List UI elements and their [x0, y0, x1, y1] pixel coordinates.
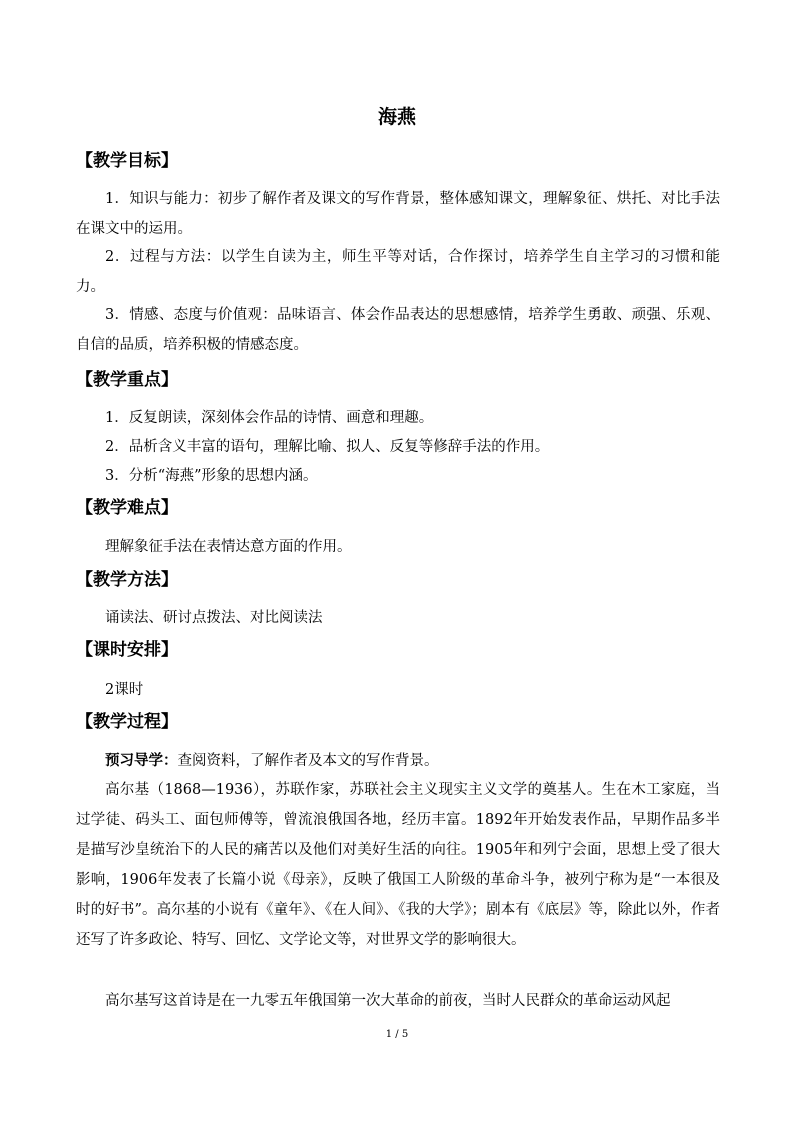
section-heading-process: 【教学过程】 [76, 712, 178, 732]
key-point-item: 2．品析含义丰富的语句，理解比喻、拟人、反复等修辞手法的作用。 [105, 439, 550, 455]
background-paragraph: 高尔基写这首诗是在一九零五年俄国第一次大革命的前夜，当时人民群众的革命运动风起 [105, 993, 671, 1009]
objective-paragraph: 3．情感、态度与价值观：品味语言、体会作品表达的思想感情，培养学生勇敢、顽强、乐观、自信的品质，培养积极的情感态度。 [76, 307, 720, 353]
author-bio-paragraph: 高尔基（1868—1936），苏联作家，苏联社会主义现实主义文学的奠基人。生在木工家庭，当过学徒、码头工、面包师傅等，曾流浪俄国各地，经历丰富。1892年开始发表作品，早期作品多半是描写沙皇统治下的人民的痛苦以及他们对美好生活的向往。1905年和列宁会面，思想上受了很大影响，1906年发表了长篇小说《母亲》，反映了俄国工人阶级的革命斗争，被列宁称为是“一本很及时的好书”。高尔基的小说有《童年》、《在人间》、《我的大学》；剧本有《底层》等，除此以外，作者还写了许多政论、特写、回忆、文学论文等，对世界文学的影响很大。 [76, 782, 720, 948]
preview-text: 查阅资料，了解作者及本文的写作背景。 [177, 753, 439, 769]
methods-text: 诵读法、研讨点拨法、对比阅读法 [105, 610, 323, 626]
objective-paragraph: 1．知识与能力：初步了解作者及课文的写作背景，整体感知课文，理解象征、烘托、对比手法在课文中的运用。 [76, 191, 720, 237]
section-heading-difficulties: 【教学难点】 [76, 498, 178, 518]
page-number: 1 / 5 [385, 1029, 409, 1040]
difficulty-text: 理解象征手法在表情达意方面的作用。 [105, 539, 352, 555]
schedule-text: 2课时 [105, 682, 144, 698]
section-heading-methods: 【教学方法】 [76, 570, 178, 590]
section-heading-key-points: 【教学重点】 [76, 370, 178, 390]
key-point-item: 1．反复朗读，深刻体会作品的诗情、画意和理趣。 [105, 410, 434, 426]
objective-paragraph: 2．过程与方法：以学生自读为主，师生平等对话，合作探讨，培养学生自主学习的习惯和能力。 [76, 249, 720, 295]
preview-paragraph [76, 746, 720, 776]
section-heading-schedule: 【课时安排】 [76, 640, 178, 660]
preview-label: 预习导学： [105, 752, 178, 769]
section-heading-objectives: 【教学目标】 [76, 151, 178, 171]
key-point-item: 3．分析“海燕”形象的思想内涵。 [105, 468, 318, 484]
page-title: 海燕 [377, 106, 416, 128]
